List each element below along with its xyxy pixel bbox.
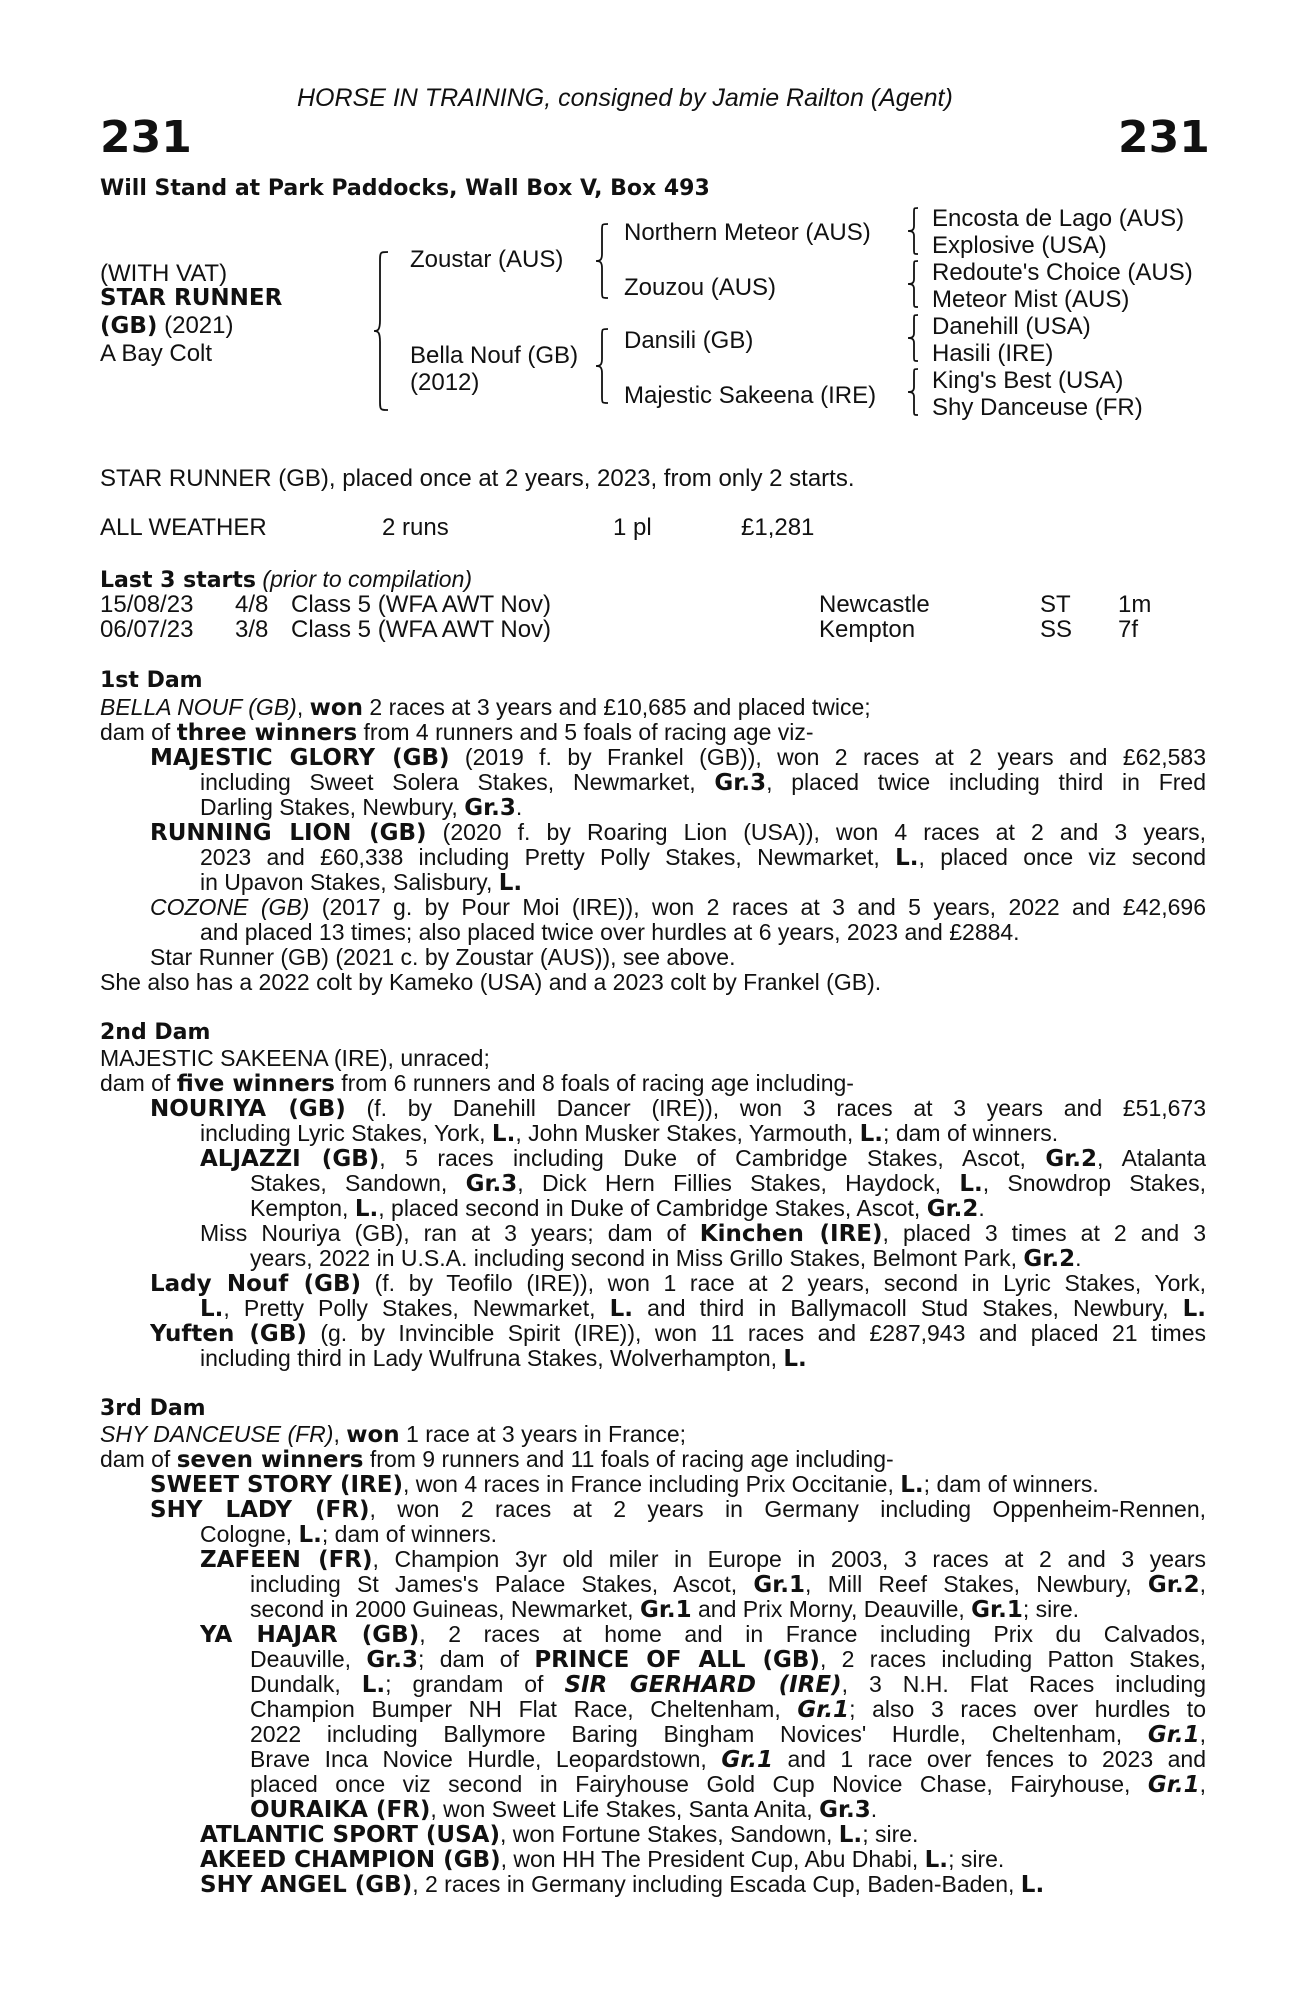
third-dam-line bbox=[250, 1746, 1206, 1772]
text-run: 2022 including Ballymore Baring Bingham Novices' Hurdle, Cheltenham, bbox=[250, 1721, 1148, 1747]
text-run: , won Sweet Life Stakes, Santa Anita, bbox=[430, 1796, 820, 1822]
pedigree-bracket-dam bbox=[594, 327, 612, 405]
text-run: 2 races at 3 years and £10,685 and placed twice; bbox=[363, 694, 871, 720]
first-dam-line: Star Runner (GB) (2021 c. by Zoustar (AUS)), see above. bbox=[150, 944, 736, 970]
text-run: , won HH The President Cup, Abu Dhabi, bbox=[500, 1846, 925, 1872]
third-dam-line bbox=[250, 1646, 1206, 1672]
text-run: , placed once viz second bbox=[918, 844, 1206, 870]
pedigree-sds: Redoute's Choice (AUS) bbox=[932, 259, 1193, 286]
start-race: Class 5 (WFA AWT Nov) bbox=[291, 616, 552, 643]
second-dam-line bbox=[250, 1170, 1206, 1196]
text-run: Gr.2 bbox=[1147, 1572, 1200, 1597]
text-run: Gr.1 bbox=[721, 1747, 773, 1772]
last-starts-title: Last 3 starts bbox=[100, 568, 257, 593]
horse-description: A Bay Colt bbox=[100, 340, 213, 367]
text-run: including Sweet Solera Stakes, Newmarket, bbox=[200, 769, 715, 795]
pedigree-bracket-dd bbox=[906, 367, 922, 417]
text-run: Gr.1 bbox=[1147, 1722, 1200, 1747]
text-run: Gr.3 bbox=[366, 1647, 419, 1672]
text-run: L. bbox=[783, 1346, 807, 1372]
third-dam-line bbox=[200, 1621, 1206, 1647]
first-dam-line: She also has a 2022 colt by Kameko (USA) and a 2023 colt by Frankel (GB). bbox=[100, 969, 882, 995]
text-run: SHY DANCEUSE (FR) bbox=[100, 1421, 334, 1447]
start-going: SS bbox=[1040, 616, 1073, 643]
text-run: L. bbox=[924, 1847, 949, 1873]
first-dam-line bbox=[100, 719, 814, 745]
text-run: L. bbox=[354, 1196, 379, 1222]
text-run: L. bbox=[1182, 1296, 1206, 1321]
third-dam-line bbox=[100, 1446, 894, 1472]
horse-suffix-year bbox=[100, 312, 233, 340]
text-run: , bbox=[1199, 1571, 1206, 1597]
text-run: Lady Nouf (GB) bbox=[150, 1271, 361, 1296]
text-run: ; sire. bbox=[1022, 1596, 1080, 1622]
text-run: . bbox=[978, 1195, 985, 1221]
text-run: , 5 races including Duke of Cambridge Stakes, Ascot, bbox=[379, 1145, 1046, 1171]
third-dam-line bbox=[250, 1796, 877, 1822]
text-run: , 2 races including Patton Stakes, bbox=[819, 1646, 1206, 1672]
first-dam-line bbox=[100, 694, 871, 720]
text-run: Gr.3 bbox=[819, 1797, 871, 1823]
text-run: including Lyric Stakes, York, bbox=[200, 1120, 492, 1146]
text-run: Gr.1 bbox=[971, 1597, 1023, 1623]
second-dam-line bbox=[150, 1095, 1206, 1121]
text-run: , bbox=[1199, 1771, 1206, 1797]
text-run: Kempton, bbox=[250, 1195, 355, 1221]
text-run: , Snowdrop Stakes, bbox=[982, 1170, 1206, 1196]
first-dam-heading: 1st Dam bbox=[100, 668, 203, 693]
text-run: ; sire. bbox=[862, 1821, 919, 1847]
text-run: Gr.3 bbox=[464, 795, 516, 821]
text-run: Kinchen (IRE) bbox=[699, 1221, 883, 1246]
third-dam-line bbox=[250, 1721, 1206, 1747]
text-run: COZONE (GB) bbox=[150, 894, 310, 920]
first-dam-line bbox=[200, 844, 1206, 870]
text-run: L. bbox=[900, 1472, 924, 1498]
start-distance: 1m bbox=[1118, 591, 1152, 618]
text-run: ; dam of winners. bbox=[883, 1120, 1059, 1146]
text-run: including third in Lady Wulfruna Stakes, Wolverhampton, bbox=[200, 1345, 784, 1371]
pedigree-sdd: Meteor Mist (AUS) bbox=[932, 286, 1130, 313]
pedigree-dds: King's Best (USA) bbox=[932, 367, 1124, 394]
text-run: L. bbox=[498, 870, 523, 896]
text-run: Gr.1 bbox=[753, 1572, 806, 1597]
first-dam-line bbox=[200, 769, 1206, 795]
lot-number-left: 231 bbox=[100, 112, 192, 163]
text-run: (f. by Teofilo (IRE)), won 1 race at 2 years, second in Lyric Stakes, York, bbox=[361, 1270, 1206, 1296]
text-run: Champion Bumper NH Flat Race, Cheltenham, bbox=[250, 1696, 798, 1722]
pedigree-dam-sire: Dansili (GB) bbox=[624, 327, 754, 354]
first-dam-line: and placed 13 times; also placed twice over hurdles at 6 years, 2023 and £2884. bbox=[200, 919, 1020, 945]
text-run: years, 2022 in U.S.A. including second in Miss Grillo Stakes, Belmont Park, bbox=[250, 1245, 1024, 1271]
third-dam-line bbox=[250, 1696, 1206, 1722]
third-dam-line bbox=[200, 1846, 1004, 1872]
third-dam-heading: 3rd Dam bbox=[100, 1396, 206, 1421]
text-run: L. bbox=[859, 1121, 884, 1147]
text-run: MAJESTIC GLORY (GB) bbox=[150, 745, 450, 770]
first-dam-line bbox=[200, 794, 522, 820]
text-run: (2017 g. by Pour Moi (IRE)), won 2 races at 3 and 5 years, 2022 and £42,696 bbox=[309, 894, 1206, 920]
horse-year: (2021) bbox=[164, 312, 234, 339]
text-run: L. bbox=[838, 1822, 863, 1848]
record-earnings: £1,281 bbox=[741, 514, 815, 541]
pedigree-bracket-ds bbox=[906, 313, 922, 363]
text-run: dam of bbox=[100, 1446, 177, 1472]
text-run: , John Musker Stakes, Yarmouth, bbox=[515, 1120, 860, 1146]
text-run: from 6 runners and 8 foals of racing age including- bbox=[334, 1070, 854, 1096]
text-run: ; grandam of bbox=[385, 1671, 565, 1697]
text-run: , placed twice including third in Fred bbox=[766, 769, 1206, 795]
text-run: (f. by Danehill Dancer (IRE)), won 3 races at 3 years and £51,673 bbox=[345, 1095, 1206, 1121]
text-run: , bbox=[333, 1421, 347, 1447]
text-run: won bbox=[346, 1422, 400, 1448]
text-run: Gr.2 bbox=[1023, 1246, 1076, 1272]
last-starts-heading bbox=[100, 566, 472, 593]
pedigree-sire-sire: Northern Meteor (AUS) bbox=[624, 219, 871, 246]
text-run: NOURIYA (GB) bbox=[150, 1096, 346, 1121]
text-run: ATLANTIC SPORT (USA) bbox=[200, 1822, 500, 1848]
text-run: Gr.2 bbox=[1045, 1146, 1098, 1171]
second-dam-heading: 2nd Dam bbox=[100, 1020, 211, 1045]
text-run: 1 race at 3 years in France; bbox=[399, 1421, 687, 1447]
third-dam-line bbox=[250, 1771, 1206, 1797]
record-placed: 1 pl bbox=[613, 514, 652, 541]
third-dam-line bbox=[150, 1471, 1099, 1497]
last-starts-note: (prior to compilation) bbox=[262, 566, 473, 592]
text-run: , won 2 races at 2 years in Germany including Oppenheim-Rennen, bbox=[369, 1496, 1206, 1522]
record-runs: 2 runs bbox=[382, 514, 449, 541]
text-run: and 1 race over fences to 2023 and bbox=[773, 1746, 1206, 1772]
text-run: ; sire. bbox=[948, 1846, 1005, 1872]
second-dam-line bbox=[200, 1295, 1206, 1321]
start-distance: 7f bbox=[1118, 616, 1139, 643]
pedigree-ssd: Explosive (USA) bbox=[932, 232, 1107, 259]
first-dam-line bbox=[150, 819, 1206, 845]
text-run: , placed 3 times at 2 and 3 bbox=[882, 1220, 1206, 1246]
third-dam-line bbox=[150, 1496, 1206, 1522]
text-run: SHY ANGEL (GB) bbox=[200, 1872, 413, 1898]
text-run: Gr.1 bbox=[639, 1597, 692, 1623]
text-run: YA HAJAR (GB) bbox=[200, 1622, 420, 1647]
third-dam-line bbox=[250, 1596, 1079, 1622]
text-run: SWEET STORY (IRE) bbox=[150, 1472, 403, 1498]
text-run: dam of bbox=[100, 1070, 177, 1096]
lot-number-right: 231 bbox=[1118, 112, 1210, 163]
start-course: Kempton bbox=[819, 616, 916, 643]
text-run: ; dam of winners. bbox=[321, 1521, 498, 1547]
text-run: , won 4 races in France including Prix Occitanie, bbox=[402, 1471, 901, 1497]
horse-name: STAR RUNNER bbox=[100, 285, 283, 311]
text-run: including St James's Palace Stakes, Ascot, bbox=[250, 1571, 754, 1597]
third-dam-line bbox=[200, 1821, 918, 1847]
start-position: 4/8 bbox=[235, 591, 269, 618]
text-run: AKEED CHAMPION (GB) bbox=[200, 1847, 501, 1873]
text-run: Gr.2 bbox=[926, 1196, 979, 1222]
second-dam-line bbox=[150, 1320, 1206, 1346]
second-dam-line bbox=[100, 1070, 854, 1096]
second-dam-line: MAJESTIC SAKEENA (IRE), unraced; bbox=[100, 1045, 490, 1071]
second-dam-line bbox=[200, 1145, 1206, 1171]
pedigree-dss: Danehill (USA) bbox=[932, 313, 1091, 340]
text-run: Gr.3 bbox=[465, 1171, 518, 1196]
third-dam-line bbox=[250, 1671, 1206, 1697]
text-run: second in 2000 Guineas, Newmarket, bbox=[250, 1596, 640, 1622]
pedigree-dsd: Hasili (IRE) bbox=[932, 340, 1054, 367]
text-run: won bbox=[309, 695, 364, 721]
text-run: and third in Ballymacoll Stud Stakes, Newbury, bbox=[633, 1295, 1183, 1321]
text-run: L. bbox=[298, 1522, 322, 1548]
text-run: L. bbox=[1020, 1872, 1045, 1898]
text-run: , Pretty Polly Stakes, Newmarket, bbox=[223, 1295, 610, 1321]
text-run: ; dam of winners. bbox=[923, 1471, 1099, 1497]
pedigree-dam-dam: Majestic Sakeena (IRE) bbox=[624, 382, 877, 409]
text-run: L. bbox=[609, 1296, 634, 1321]
record-surface: ALL WEATHER bbox=[100, 514, 267, 541]
first-dam-line bbox=[200, 869, 522, 895]
third-dam-line bbox=[100, 1421, 686, 1447]
text-run: Brave Inca Novice Hurdle, Leopardstown, bbox=[250, 1746, 722, 1772]
text-run: ; also 3 races over hurdles to bbox=[849, 1696, 1206, 1722]
text-run: PRINCE OF ALL (GB) bbox=[534, 1647, 820, 1672]
pedigree-bracket-ss bbox=[906, 206, 922, 256]
text-run: (2020 f. by Roaring Lion (USA)), won 4 races at 2 and 3 years, bbox=[426, 819, 1206, 845]
text-run: and Prix Morny, Deauville, bbox=[691, 1596, 972, 1622]
text-run: ALJAZZI (GB) bbox=[200, 1146, 380, 1171]
pedigree-bracket-sd bbox=[906, 259, 922, 309]
horse-country: (GB) bbox=[100, 313, 158, 339]
text-run: , 3 N.H. Flat Races including bbox=[841, 1671, 1206, 1697]
text-run: , Dick Hern Fillies Stakes, Haydock, bbox=[517, 1170, 960, 1196]
text-run: Gr.1 bbox=[1147, 1772, 1200, 1797]
start-date: 15/08/23 bbox=[100, 591, 194, 618]
second-dam-line bbox=[200, 1220, 1206, 1246]
pedigree-sss: Encosta de Lago (AUS) bbox=[932, 205, 1185, 232]
text-run: Gr.3 bbox=[714, 770, 767, 795]
pedigree-ddd: Shy Danceuse (FR) bbox=[932, 394, 1143, 421]
text-run: Stakes, Sandown, bbox=[250, 1170, 466, 1196]
text-run: (2019 f. by Frankel (GB)), won 2 races at 2 years and £62,583 bbox=[449, 744, 1206, 770]
summary-line: STAR RUNNER (GB), placed once at 2 years, 2023, from only 2 starts. bbox=[100, 465, 855, 492]
text-run: Yuften (GB) bbox=[150, 1321, 307, 1346]
third-dam-line bbox=[200, 1521, 497, 1547]
text-run: in Upavon Stakes, Salisbury, bbox=[200, 869, 499, 895]
consignment-line: HORSE IN TRAINING, consigned by Jamie Railton (Agent) bbox=[297, 84, 953, 112]
text-run: dam of bbox=[100, 719, 177, 745]
text-run: , 2 races in Germany including Escada Cup, Baden-Baden, bbox=[412, 1871, 1021, 1897]
text-run: . bbox=[515, 794, 523, 820]
text-run: . bbox=[1075, 1245, 1082, 1271]
second-dam-line bbox=[200, 1345, 807, 1371]
start-race: Class 5 (WFA AWT Nov) bbox=[291, 591, 552, 618]
third-dam-line bbox=[200, 1546, 1206, 1572]
pedigree-dam: Bella Nouf (GB) bbox=[410, 342, 579, 369]
text-run: Deauville, bbox=[250, 1646, 367, 1672]
text-run: , Atalanta bbox=[1097, 1145, 1206, 1171]
text-run: L. bbox=[200, 1296, 224, 1321]
text-run: three winners bbox=[176, 720, 358, 746]
text-run: , won Fortune Stakes, Sandown, bbox=[499, 1821, 839, 1847]
text-run: from 9 runners and 11 foals of racing age including- bbox=[363, 1446, 894, 1472]
text-run: L. bbox=[895, 845, 919, 870]
second-dam-line bbox=[200, 1120, 1058, 1146]
third-dam-line bbox=[250, 1571, 1206, 1597]
text-run: BELLA NOUF (GB) bbox=[100, 694, 297, 720]
text-run: , 2 races at home and in France including Prix du Calvados, bbox=[419, 1621, 1206, 1647]
text-run: L. bbox=[361, 1672, 386, 1697]
pedigree-sire-dam: Zouzou (AUS) bbox=[624, 274, 777, 301]
vat-note: (WITH VAT) bbox=[100, 260, 228, 287]
second-dam-line bbox=[250, 1195, 985, 1221]
text-run: five winners bbox=[176, 1071, 335, 1097]
start-position: 3/8 bbox=[235, 616, 269, 643]
text-run: , bbox=[1199, 1721, 1206, 1747]
first-dam-line bbox=[150, 894, 1206, 920]
text-run: ; dam of bbox=[418, 1646, 535, 1672]
text-run: seven winners bbox=[176, 1447, 364, 1473]
text-run: placed once viz second in Fairyhouse Gold Cup Novice Chase, Fairyhouse, bbox=[250, 1771, 1148, 1797]
text-run: OURAIKA (FR) bbox=[250, 1797, 431, 1823]
pedigree-sire: Zoustar (AUS) bbox=[410, 246, 564, 273]
text-run: Cologne, bbox=[200, 1521, 299, 1547]
text-run: SIR GERHARD (IRE) bbox=[564, 1672, 842, 1697]
start-date: 06/07/23 bbox=[100, 616, 194, 643]
pedigree-bracket-main bbox=[372, 250, 392, 412]
text-run: , Champion 3yr old miler in Europe in 2003, 3 races at 2 and 3 years bbox=[372, 1546, 1206, 1572]
text-run: (g. by Invincible Spirit (IRE)), won 11 races and £287,943 and placed 21 times bbox=[306, 1320, 1206, 1346]
text-run: L. bbox=[491, 1121, 516, 1147]
text-run: L. bbox=[959, 1171, 983, 1196]
text-run: from 4 runners and 5 foals of racing age viz- bbox=[357, 719, 814, 745]
text-run: Miss Nouriya (GB), ran at 3 years; dam of bbox=[200, 1220, 700, 1246]
text-run: , placed second in Duke of Cambridge Stakes, Ascot, bbox=[378, 1195, 927, 1221]
start-going: ST bbox=[1040, 591, 1071, 618]
text-run: Darling Stakes, Newbury, bbox=[200, 794, 465, 820]
text-run: , bbox=[296, 694, 310, 720]
text-run: . bbox=[870, 1796, 878, 1822]
first-dam-line bbox=[150, 744, 1206, 770]
text-run: 2023 and £60,338 including Pretty Polly Stakes, Newmarket, bbox=[200, 844, 896, 870]
text-run: ZAFEEN (FR) bbox=[200, 1547, 373, 1572]
text-run: Gr.1 bbox=[797, 1697, 850, 1722]
text-run: , Mill Reef Stakes, Newbury, bbox=[805, 1571, 1148, 1597]
pedigree-bracket-sire bbox=[594, 222, 612, 300]
stand-location: Will Stand at Park Paddocks, Wall Box V, Box 493 bbox=[100, 176, 710, 201]
start-course: Newcastle bbox=[819, 591, 930, 618]
second-dam-line bbox=[150, 1270, 1206, 1296]
text-run: SHY LADY (FR) bbox=[150, 1497, 370, 1522]
text-run: RUNNING LION (GB) bbox=[150, 820, 427, 845]
third-dam-line bbox=[200, 1871, 1044, 1897]
pedigree-dam-year: (2012) bbox=[410, 369, 480, 396]
second-dam-line bbox=[250, 1245, 1081, 1271]
text-run: Dundalk, bbox=[250, 1671, 362, 1697]
